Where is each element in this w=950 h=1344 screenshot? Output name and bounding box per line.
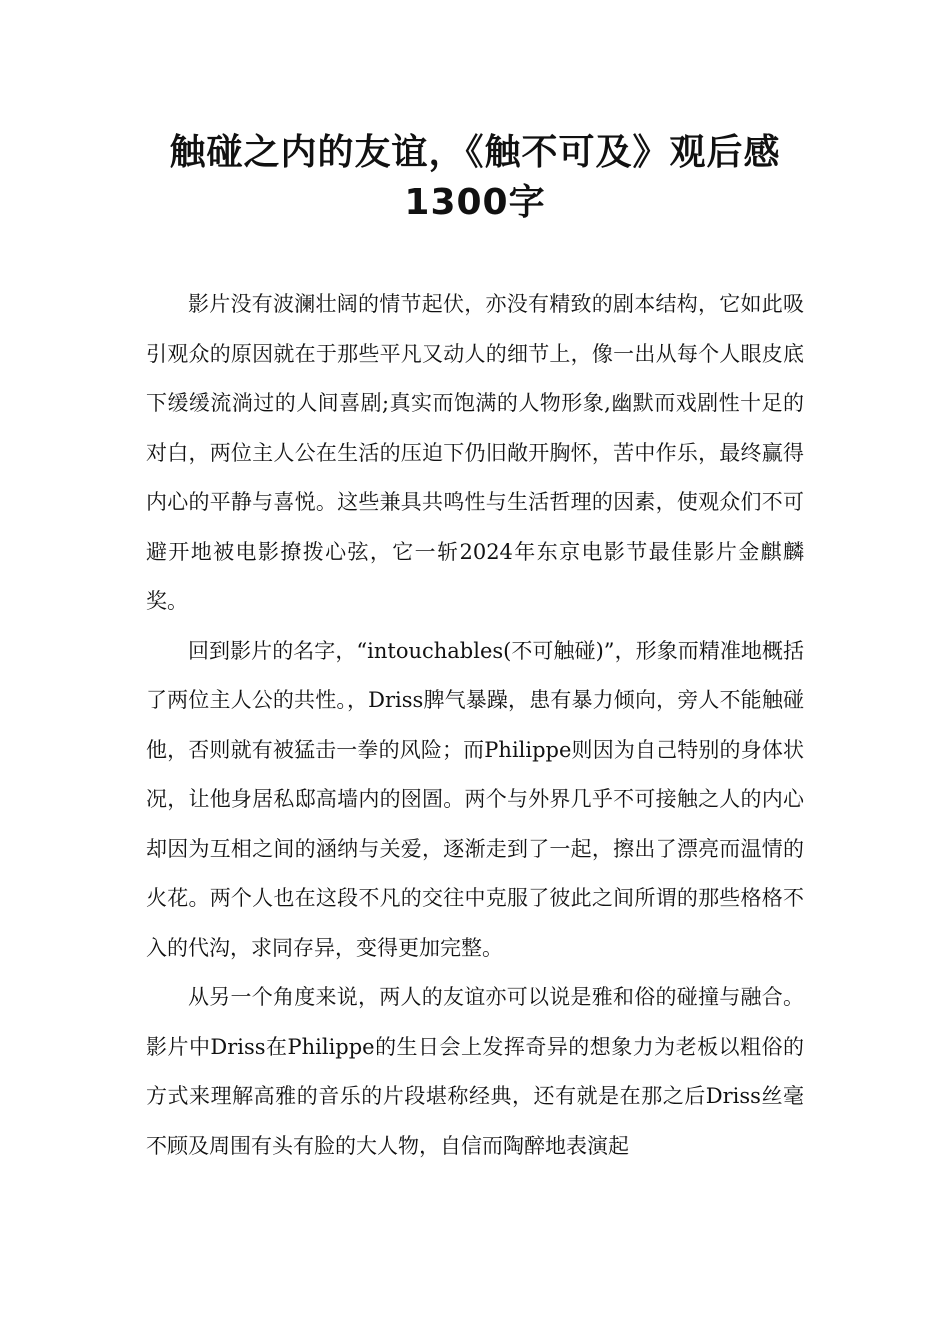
title-line-2: 1300字 <box>404 182 546 223</box>
title-line-1: 触碰之内的友谊，《触不可及》观后感 <box>169 132 781 173</box>
paragraph-2: 回到影片的名字，“intouchables(不可触碰)”，形象而精准地概括了两位主人公的共性。，Driss脾气暴躁，患有暴力倾向，旁人不能触碰他，否则就有被猛击一拳的风险；而Philippe则因为自己特别的身体状况，让他身居私邸高墙内的囹圄。两个与外界几乎不可接触之人的内心却因为互相之间的涵纳与关爱，逐渐走到了一起，擦出了漂亮而温情的火花。两个人也在这段不凡的交往中克服了彼此之间所谓的那些格格不入的代沟，求同存异，变得更加完整。 <box>146 638 804 960</box>
document-title <box>100 128 850 228</box>
document-body <box>146 280 804 1171</box>
paragraph-1: 影片没有波澜壮阔的情节起伏，亦没有精致的剧本结构，它如此吸引观众的原因就在于那些平凡又动人的细节上，像一出从每个人眼皮底下缓缓流淌过的人间喜剧;真实而饱满的人物形象,幽默而戏剧性十足的对白，两位主人公在生活的压迫下仍旧敞开胸怀，苦中作乐，最终赢得内心的平静与喜悦。这些兼具共鸣性与生活哲理的因素，使观众们不可避开地被电影撩拨心弦，它一斩2024年东京电影节最佳影片金麒麟奖。 <box>146 292 804 613</box>
paragraph-3: 从另一个角度来说，两人的友谊亦可以说是雅和俗的碰撞与融合。影片中Driss在Philippe的生日会上发挥奇异的想象力为老板以粗俗的方式来理解高雅的音乐的片段堪称经典，还有就是在那之后Driss丝毫不顾及周围有头有脸的大人物，自信而陶醉地表演起 <box>146 985 804 1158</box>
